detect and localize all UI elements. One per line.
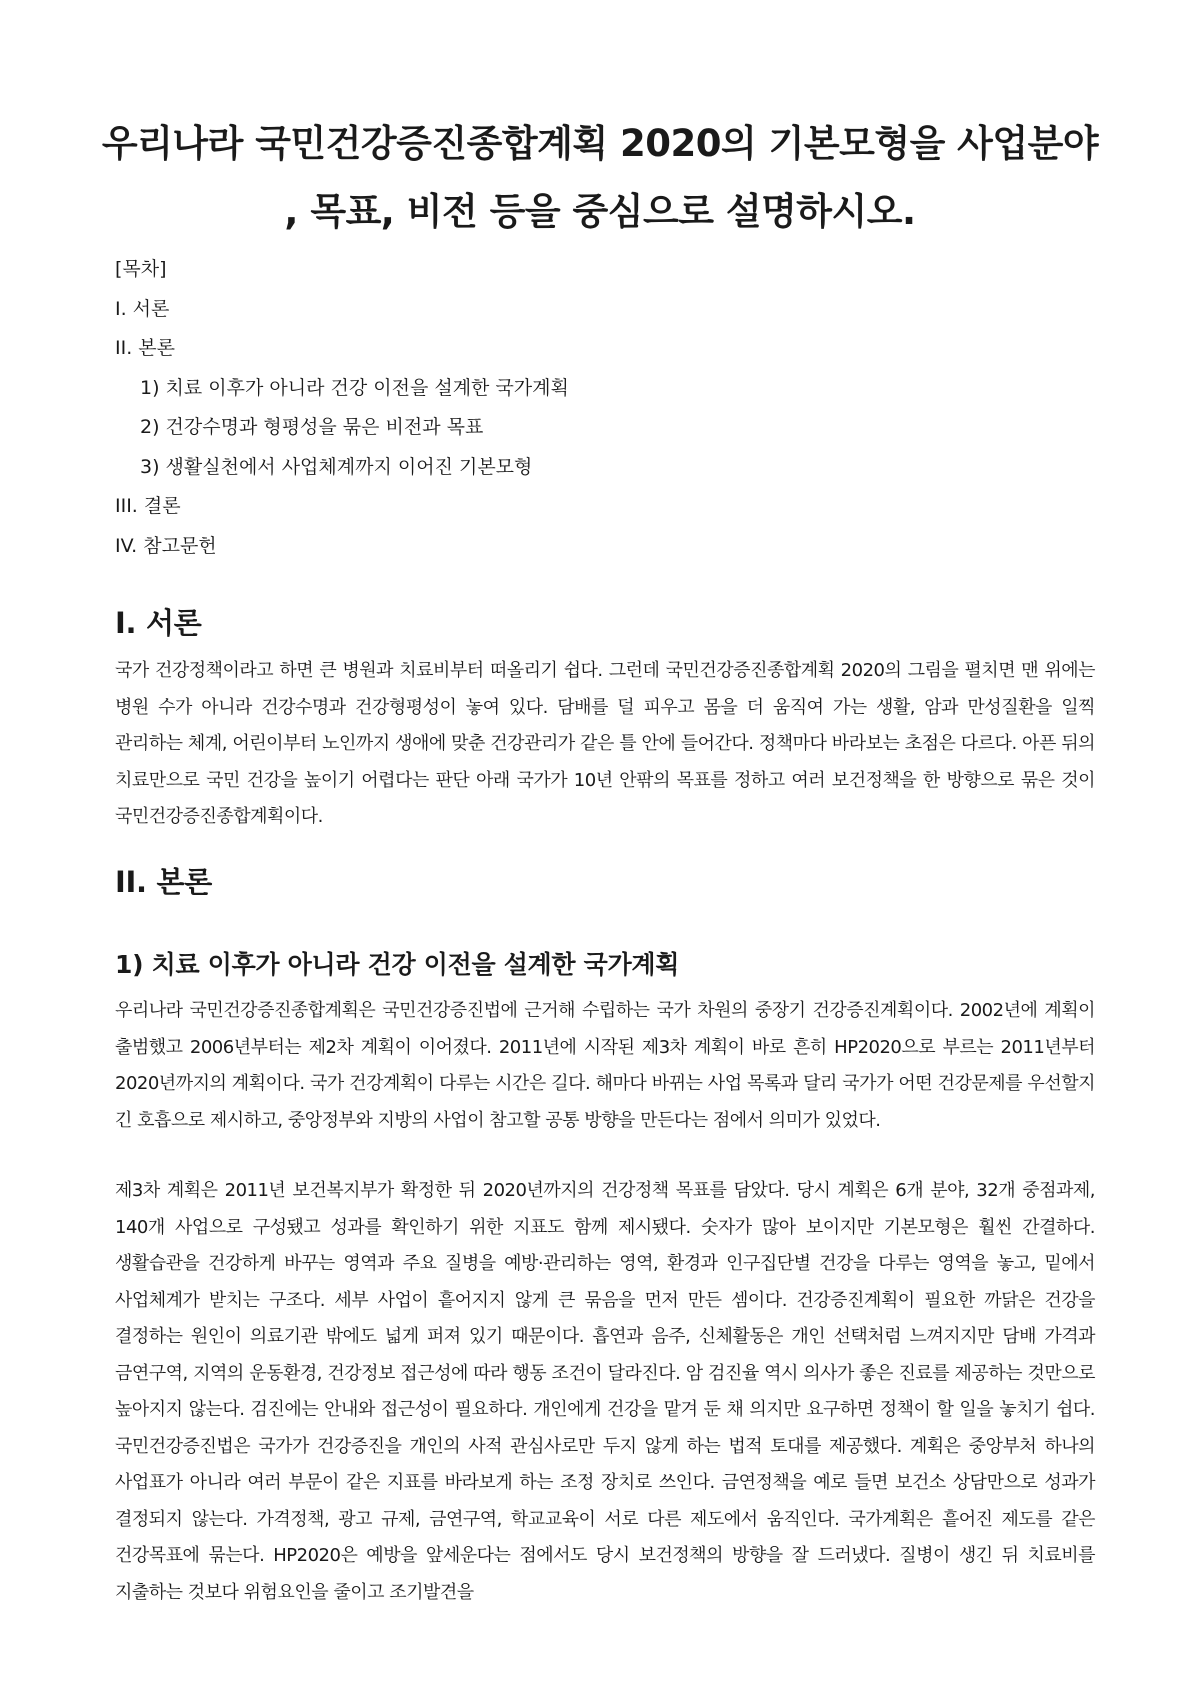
toc-item-body-1: 1) 치료 이후가 아니라 건강 이전을 설계한 국가계획 <box>140 376 569 399</box>
section-heading-intro: I. 서론 <box>115 606 202 640</box>
subsection-1-paragraph-1: 우리나라 국민건강증진종합계획은 국민건강증진법에 근거해 수립하는 국가 차원의 중장기 건강증진계획이다. 2002년에 계획이 출범했고 2006년부터는 제2차 계획이 이어졌다. 2011년에 시작된 제3차 계획이 바로 흔히 HP2020으로 부르는 2011년부터 2020년까지의 계획이다. 국가 건강계획이 다루는 시간은 길다. 해마다 바뀌는 사업 목록과 달리 국가가 어떤 건강문제를 우선할지 긴 호흡으로 제시하고, 중앙정부와 지방의 사업이 참고할 공통 방향을 만든다는 점에서 의미가 있었다. <box>115 1000 1095 1131</box>
intro-paragraph: 국가 건강정책이라고 하면 큰 병원과 치료비부터 떠올리기 쉽다. 그런데 국민건강증진종합계획 2020의 그림을 펼치면 맨 위에는 병원 수가 아니라 건강수명과 건강형평성이 놓여 있다. 담배를 덜 피우고 몸을 더 움직여 가는 생활, 암과 만성질환을 일찍 관리하는 체계, 어린이부터 노인까지 생애에 맞춘 건강관리가 같은 틀 안에 들어간다. 정책마다 바라보는 초점은 다르다. 아픈 뒤의 치료만으로 국민 건강을 높이기 어렵다는 판단 아래 국가가 10년 안팎의 목표를 정하고 여러 보건정책을 한 방향으로 묶은 것이 국민건강증진종합계획이다. <box>115 660 1095 827</box>
toc-item-body-3: 3) 생활실천에서 사업체계까지 이어진 기본모형 <box>140 455 533 478</box>
toc-item-body-2: 2) 건강수명과 형평성을 묶은 비전과 목표 <box>140 416 484 438</box>
toc-item-intro: I. 서론 <box>115 297 170 320</box>
document-title: 우리나라 국민건강증진종합계획 2020의 기본모형을 사업분야 , 목표, 비전 등을 중심으로 설명하시오. <box>101 122 1099 233</box>
toc-item-conclusion: III. 결론 <box>115 495 181 517</box>
section-heading-body: II. 본론 <box>115 865 212 899</box>
toc-heading: [목차] <box>115 258 167 280</box>
table-of-contents <box>115 250 1015 566</box>
toc-item-references: IV. 참고문헌 <box>115 534 217 557</box>
toc-item-body: II. 본론 <box>115 337 175 359</box>
subsection-heading-1: 1) 치료 이후가 아니라 건강 이전을 설계한 국가계획 <box>115 950 680 979</box>
subsection-1-paragraph-2: 제3차 계획은 2011년 보건복지부가 확정한 뒤 2020년까지의 건강정책 목표를 담았다. 당시 계획은 6개 분야, 32개 중점과제, 140개 사업으로 구성됐고 성과를 확인하기 위한 지표도 함께 제시됐다. 숫자가 많아 보이지만 기본모형은 훨씬 간결하다. 생활습관을 건강하게 바꾸는 영역과 주요 질병을 예방·관리하는 영역, 환경과 인구집단별 건강을 다루는 영역을 놓고, 밑에서 사업체계가 받치는 구조다. 세부 사업이 흩어지지 않게 큰 묶음을 먼저 만든 셈이다. 건강증진계획이 필요한 까닭은 건강을 결정하는 원인이 의료기관 밖에도 넓게 퍼져 있기 때문이다. 흡연과 음주, 신체활동은 개인 선택처럼 느껴지지만 담배 가격과 금연구역, 지역의 운동환경, 건강정보 접근성에 따라 행동 조건이 달라진다. 암 검진율 역시 의사가 좋은 진료를 제공하는 것만으로 높아지지 않는다. 검진에는 안내와 접근성이 필요하다. 개인에게 건강을 맡겨 둔 채 의지만 요구하면 정책이 할 일을 놓치기 쉽다. 국민건강증진법은 국가가 건강증진을 개인의 사적 관심사로만 두지 않게 하는 법적 토대를 제공했다. 계획은 중앙부처 하나의 사업표가 아니라 여러 부문이 같은 지표를 바라보게 하는 조정 장치로 쓰인다. 금연정책을 예로 들면 보건소 상담만으로 성과가 결정되지 않는다. 가격정책, 광고 규제, 금연구역, 학교교육이 서로 다른 제도에서 움직인다. 국가계획은 흩어진 제도를 같은 건강목표에 묶는다. HP2020은 예방을 앞세운다는 점에서도 당시 보건정책의 방향을 잘 드러냈다. 질병이 생긴 뒤 치료비를 지출하는 것보다 위험요인을 줄이고 조기발견을 <box>115 1180 1095 1603</box>
